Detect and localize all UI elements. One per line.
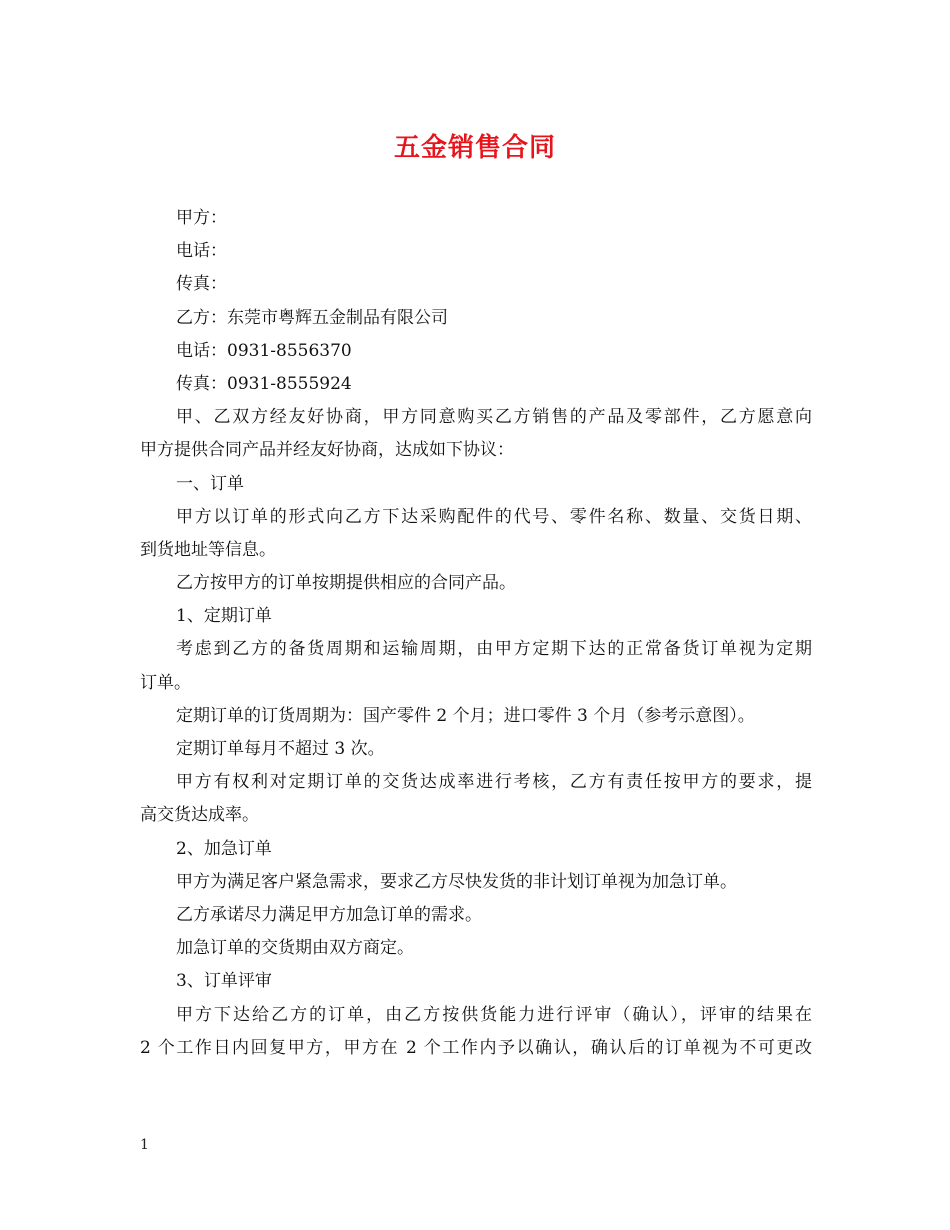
- document-line: 2、加急订单: [176, 838, 272, 859]
- document-line: 2 个工作日内回复甲方，甲方在 2 个工作内予以确认，确认后的订单视为不可更改: [140, 1037, 812, 1058]
- document-line: 乙方按甲方的订单按期提供相应的合同产品。: [176, 573, 516, 594]
- document-line: 定期订单的订货周期为：国产零件 2 个月；进口零件 3 个月（参考示意图）。: [176, 705, 755, 726]
- page-number: 1: [140, 1137, 149, 1153]
- document-line: 定期订单每月不超过 3 次。: [176, 739, 385, 759]
- document-line: 乙方承诺尽力满足甲方加急订单的需求。: [176, 904, 482, 925]
- document-line: 考虑到乙方的备货周期和运输周期，由甲方定期下达的正常备货订单视为定期: [176, 639, 812, 660]
- document-line: 3、订单评审: [176, 971, 272, 992]
- document-line: 订单。: [140, 672, 191, 693]
- document-title: 五金销售合同: [393, 133, 556, 163]
- document-line: 到货地址等信息。: [140, 539, 276, 560]
- document-line: 甲方有权利对定期订单的交货达成率进行考核，乙方有责任按甲方的要求，提: [176, 772, 812, 793]
- document-line: 一、订单: [176, 473, 244, 494]
- document-line: 甲方提供合同产品并经友好协商，达成如下协议：: [140, 440, 514, 461]
- document-line: 甲方为满足客户紧急需求，要求乙方尽快发货的非计划订单视为加急订单。: [176, 871, 737, 892]
- document-line: 加急订单的交货期由双方商定。: [176, 938, 414, 959]
- document-line: 甲、乙双方经友好协商，甲方同意购买乙方销售的产品及零部件，乙方愿意向: [176, 407, 812, 428]
- document-line: 电话：: [176, 241, 227, 262]
- document-line: 电话：0931-8556370: [176, 340, 352, 361]
- document-body: [140, 202, 812, 1065]
- document-line: 乙方：东莞市粤辉五金制品有限公司: [176, 307, 448, 328]
- document-line: 甲方下达给乙方的订单，由乙方按供货能力进行评审（确认），评审的结果在: [176, 1004, 812, 1025]
- document-line: 甲方：: [176, 208, 227, 228]
- document-line: 甲方以订单的形式向乙方下达采购配件的代号、零件名称、数量、交货日期、: [176, 506, 812, 527]
- document-line: 传真：: [176, 274, 227, 295]
- document-line: 传真：0931-8555924: [176, 373, 352, 394]
- document-line: 高交货达成率。: [140, 805, 259, 826]
- document-line: 1、定期订单: [176, 606, 272, 627]
